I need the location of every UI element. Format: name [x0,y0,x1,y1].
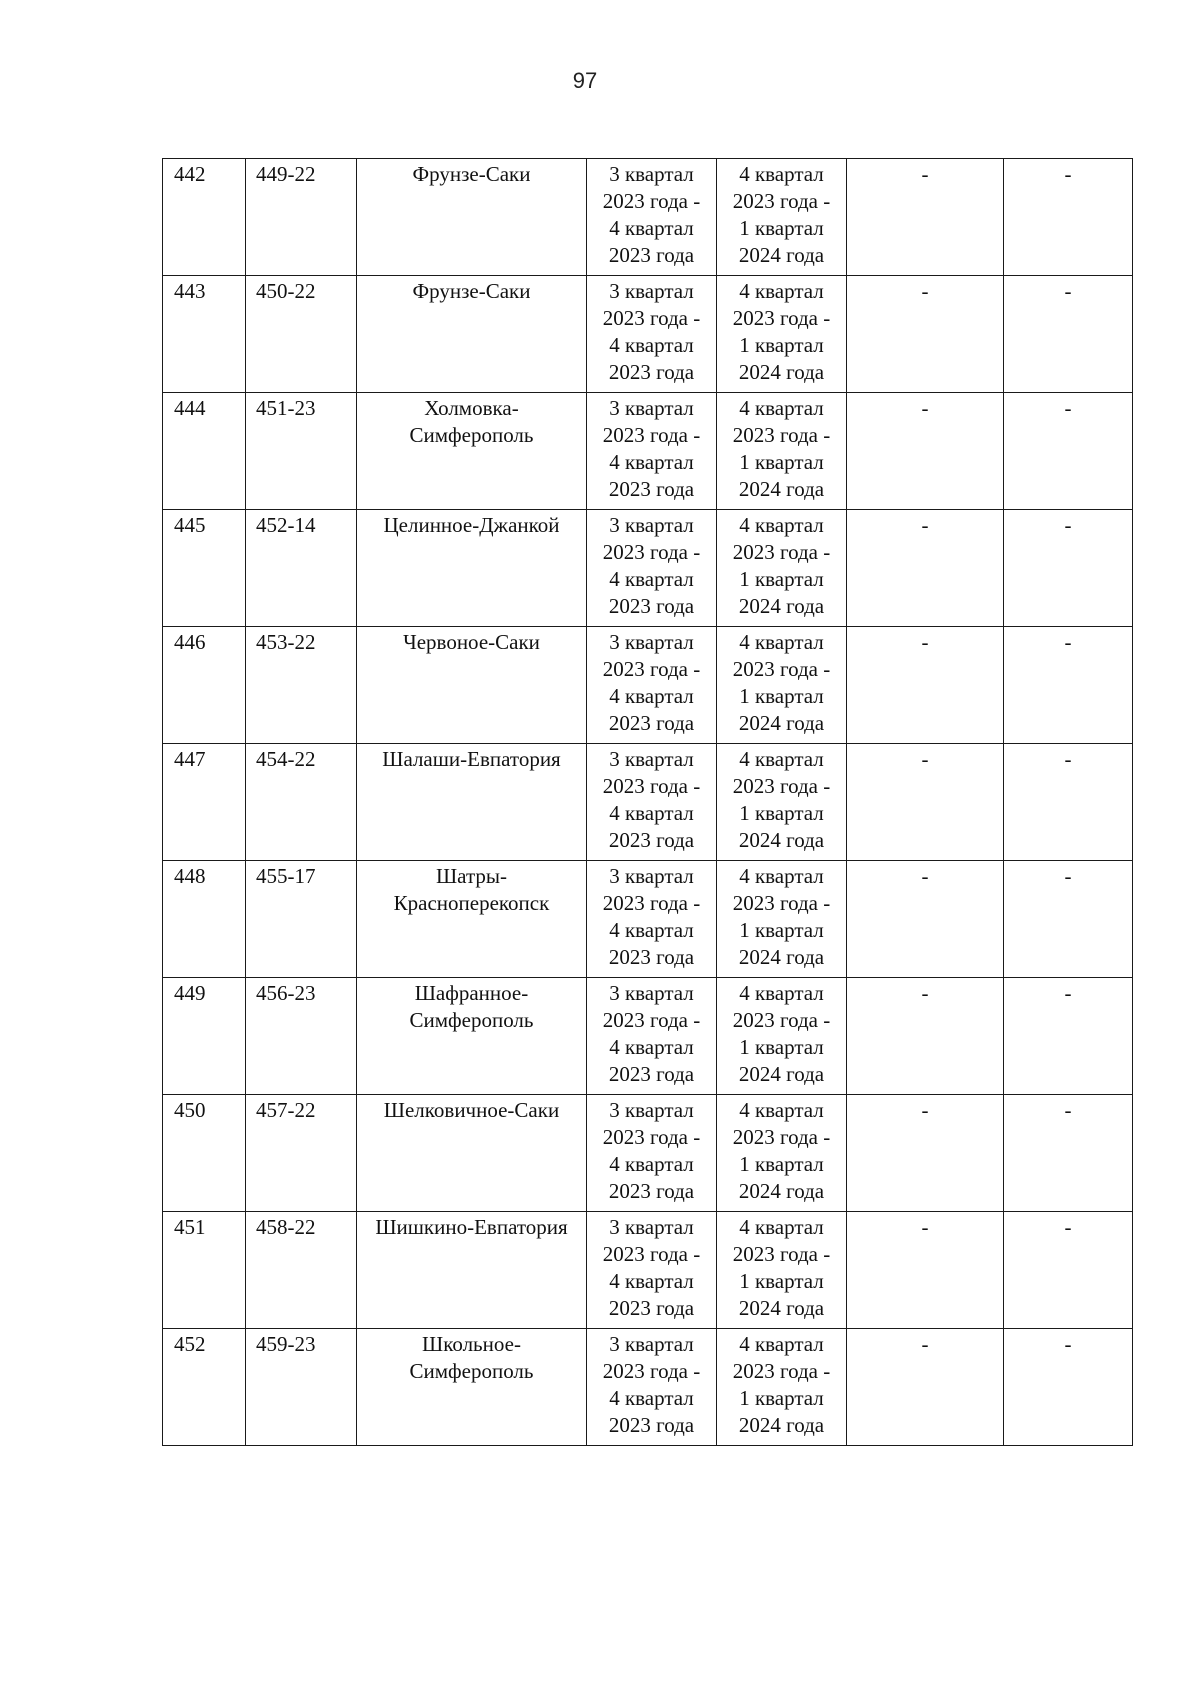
column-a-cell: - [847,1329,1004,1446]
start-period-cell-line: 2023 года [608,243,695,267]
start-period-cell-line: 2023 года [608,1296,695,1320]
row-number-cell: 451 [163,1212,246,1329]
start-period-cell-line: 3 квартал [609,162,694,186]
column-b-cell: - [1004,978,1133,1095]
end-period-cell [717,1095,847,1212]
column-a-cell: - [847,159,1004,276]
start-period-cell-line: 3 квартал [609,981,694,1005]
route-name-cell [357,510,587,627]
route-name-cell-line: Школьное- [422,1332,521,1356]
route-name-cell-line: Фрунзе-Саки [412,279,531,303]
table-body [163,159,1133,1446]
column-a-cell: - [847,393,1004,510]
end-period-cell-line: 4 квартал [739,1332,824,1356]
column-b-cell: - [1004,393,1133,510]
end-period-cell-line: 2023 года - [732,423,831,447]
route-code-cell: 450-22 [246,276,357,393]
start-period-cell [587,276,717,393]
end-period-cell-line: 2023 года - [732,1125,831,1149]
end-period-cell [717,1212,847,1329]
route-name-cell [357,861,587,978]
end-period-cell-line: 2024 года [738,828,825,852]
start-period-cell [587,744,717,861]
end-period-cell-line: 2023 года - [732,1008,831,1032]
end-period-cell-line: 1 квартал [739,450,824,474]
route-code-cell: 459-23 [246,1329,357,1446]
end-period-cell-line: 1 квартал [739,216,824,240]
end-period-cell-line: 2023 года - [732,891,831,915]
end-period-cell-line: 2024 года [738,945,825,969]
end-period-cell [717,627,847,744]
end-period-cell-line: 1 квартал [739,684,824,708]
end-period-cell [717,861,847,978]
row-number-cell: 449 [163,978,246,1095]
end-period-cell [717,276,847,393]
end-period-cell-line: 4 квартал [739,1098,824,1122]
table-row [163,861,1133,978]
end-period-cell-line: 4 квартал [739,513,824,537]
end-period-cell-line: 2024 года [738,360,825,384]
route-name-cell [357,159,587,276]
column-b-cell: - [1004,1095,1133,1212]
column-a-cell: - [847,276,1004,393]
end-period-cell-line: 2023 года - [732,1242,831,1266]
start-period-cell-line: 4 квартал [609,684,694,708]
start-period-cell-line: 3 квартал [609,1098,694,1122]
end-period-cell [717,744,847,861]
start-period-cell-line: 2023 года [608,1413,695,1437]
route-code-cell: 453-22 [246,627,357,744]
table-row [163,393,1133,510]
route-name-cell [357,744,587,861]
table-row [163,159,1133,276]
column-a-cell: - [847,627,1004,744]
table-row [163,627,1133,744]
route-code-cell: 455-17 [246,861,357,978]
start-period-cell [587,978,717,1095]
start-period-cell-line: 3 квартал [609,1332,694,1356]
end-period-cell-line: 1 квартал [739,801,824,825]
route-name-cell-line: Симферополь [409,1359,534,1383]
route-name-cell [357,1329,587,1446]
column-b-cell: - [1004,510,1133,627]
start-period-cell-line: 3 квартал [609,1215,694,1239]
end-period-cell-line: 2023 года - [732,1359,831,1383]
end-period-cell-line: 4 квартал [739,864,824,888]
column-a-cell: - [847,861,1004,978]
start-period-cell-line: 2023 года [608,945,695,969]
start-period-cell [587,627,717,744]
route-code-cell: 457-22 [246,1095,357,1212]
route-name-cell-line: Шалаши-Евпатория [382,747,561,771]
start-period-cell-line: 2023 года [608,711,695,735]
end-period-cell-line: 1 квартал [739,1386,824,1410]
start-period-cell-line: 2023 года [608,360,695,384]
route-name-cell-line: Червоное-Саки [403,630,540,654]
table-row [163,276,1133,393]
route-name-cell [357,978,587,1095]
column-b-cell: - [1004,276,1133,393]
start-period-cell-line: 2023 года - [602,423,701,447]
row-number-cell: 450 [163,1095,246,1212]
end-period-cell-line: 2024 года [738,477,825,501]
end-period-cell-line: 1 квартал [739,918,824,942]
route-code-cell: 452-14 [246,510,357,627]
end-period-cell-line: 4 квартал [739,279,824,303]
start-period-cell [587,1212,717,1329]
column-a-cell: - [847,744,1004,861]
end-period-cell-line: 2024 года [738,1062,825,1086]
end-period-cell [717,978,847,1095]
route-name-cell-line: Красноперекопск [393,891,550,915]
end-period-cell-line: 2023 года - [732,540,831,564]
table-row [163,1329,1133,1446]
row-number-cell: 452 [163,1329,246,1446]
table-row [163,978,1133,1095]
start-period-cell-line: 2023 года - [602,540,701,564]
end-period-cell-line: 2024 года [738,1179,825,1203]
end-period-cell-line: 2024 года [738,243,825,267]
route-name-cell-line: Симферополь [409,423,534,447]
route-name-cell-line: Шелковичное-Саки [383,1098,560,1122]
column-a-cell: - [847,978,1004,1095]
start-period-cell-line: 2023 года [608,594,695,618]
end-period-cell [717,1329,847,1446]
start-period-cell-line: 2023 года - [602,1008,701,1032]
start-period-cell [587,393,717,510]
row-number-cell: 445 [163,510,246,627]
row-number-cell: 443 [163,276,246,393]
start-period-cell-line: 4 квартал [609,450,694,474]
start-period-cell-line: 4 квартал [609,1386,694,1410]
route-code-cell: 458-22 [246,1212,357,1329]
start-period-cell-line: 2023 года - [602,306,701,330]
start-period-cell-line: 2023 года - [602,657,701,681]
route-name-cell-line: Шатры- [436,864,507,888]
route-name-cell [357,393,587,510]
table-row [163,1212,1133,1329]
column-b-cell: - [1004,159,1133,276]
route-schedule-table [162,158,1133,1446]
route-name-cell [357,627,587,744]
end-period-cell-line: 2024 года [738,711,825,735]
route-code-cell: 454-22 [246,744,357,861]
start-period-cell [587,510,717,627]
start-period-cell-line: 3 квартал [609,747,694,771]
column-b-cell: - [1004,627,1133,744]
end-period-cell-line: 4 квартал [739,1215,824,1239]
start-period-cell-line: 2023 года [608,1062,695,1086]
end-period-cell-line: 1 квартал [739,1152,824,1176]
column-a-cell: - [847,510,1004,627]
table-row [163,1095,1133,1212]
route-name-cell-line: Целинное-Джанкой [383,513,560,537]
end-period-cell-line: 2023 года - [732,306,831,330]
route-name-cell-line: Холмовка- [424,396,519,420]
end-period-cell-line: 4 квартал [739,162,824,186]
end-period-cell-line: 1 квартал [739,333,824,357]
route-name-cell-line: Шишкино-Евпатория [375,1215,568,1239]
route-name-cell [357,1212,587,1329]
start-period-cell-line: 2023 года - [602,774,701,798]
end-period-cell-line: 1 квартал [739,567,824,591]
end-period-cell-line: 2024 года [738,1296,825,1320]
end-period-cell-line: 4 квартал [739,396,824,420]
start-period-cell-line: 4 квартал [609,216,694,240]
table-row [163,744,1133,861]
end-period-cell-line: 4 квартал [739,630,824,654]
end-period-cell-line: 4 квартал [739,981,824,1005]
route-name-cell [357,1095,587,1212]
start-period-cell [587,1095,717,1212]
column-b-cell: - [1004,744,1133,861]
column-a-cell: - [847,1212,1004,1329]
end-period-cell-line: 2024 года [738,594,825,618]
start-period-cell-line: 2023 года - [602,1242,701,1266]
end-period-cell [717,510,847,627]
route-code-cell: 456-23 [246,978,357,1095]
start-period-cell [587,159,717,276]
start-period-cell-line: 2023 года [608,828,695,852]
start-period-cell-line: 2023 года [608,477,695,501]
start-period-cell-line: 4 квартал [609,333,694,357]
start-period-cell-line: 2023 года [608,1179,695,1203]
end-period-cell-line: 1 квартал [739,1035,824,1059]
start-period-cell [587,1329,717,1446]
row-number-cell: 442 [163,159,246,276]
row-number-cell: 444 [163,393,246,510]
row-number-cell: 446 [163,627,246,744]
start-period-cell-line: 2023 года - [602,189,701,213]
start-period-cell-line: 3 квартал [609,513,694,537]
end-period-cell-line: 4 квартал [739,747,824,771]
start-period-cell-line: 4 квартал [609,1269,694,1293]
end-period-cell-line: 2023 года - [732,657,831,681]
column-b-cell: - [1004,861,1133,978]
start-period-cell-line: 4 квартал [609,567,694,591]
start-period-cell-line: 2023 года - [602,891,701,915]
route-code-cell: 451-23 [246,393,357,510]
route-name-cell-line: Симферополь [409,1008,534,1032]
start-period-cell [587,861,717,978]
start-period-cell-line: 4 квартал [609,1035,694,1059]
page-number: 97 [572,68,598,93]
row-number-cell: 447 [163,744,246,861]
route-name-cell-line: Шафранное- [414,981,529,1005]
start-period-cell-line: 3 квартал [609,630,694,654]
route-name-cell-line: Фрунзе-Саки [412,162,531,186]
column-b-cell: - [1004,1329,1133,1446]
start-period-cell-line: 4 квартал [609,1152,694,1176]
start-period-cell-line: 3 квартал [609,864,694,888]
route-name-cell [357,276,587,393]
start-period-cell-line: 4 квартал [609,801,694,825]
table-row [163,510,1133,627]
end-period-cell [717,393,847,510]
route-code-cell: 449-22 [246,159,357,276]
start-period-cell-line: 4 квартал [609,918,694,942]
start-period-cell-line: 3 квартал [609,396,694,420]
end-period-cell-line: 2023 года - [732,189,831,213]
row-number-cell: 448 [163,861,246,978]
start-period-cell-line: 2023 года - [602,1125,701,1149]
end-period-cell-line: 2024 года [738,1413,825,1437]
column-a-cell: - [847,1095,1004,1212]
column-b-cell: - [1004,1212,1133,1329]
end-period-cell-line: 2023 года - [732,774,831,798]
end-period-cell [717,159,847,276]
end-period-cell-line: 1 квартал [739,1269,824,1293]
start-period-cell-line: 2023 года - [602,1359,701,1383]
start-period-cell-line: 3 квартал [609,279,694,303]
